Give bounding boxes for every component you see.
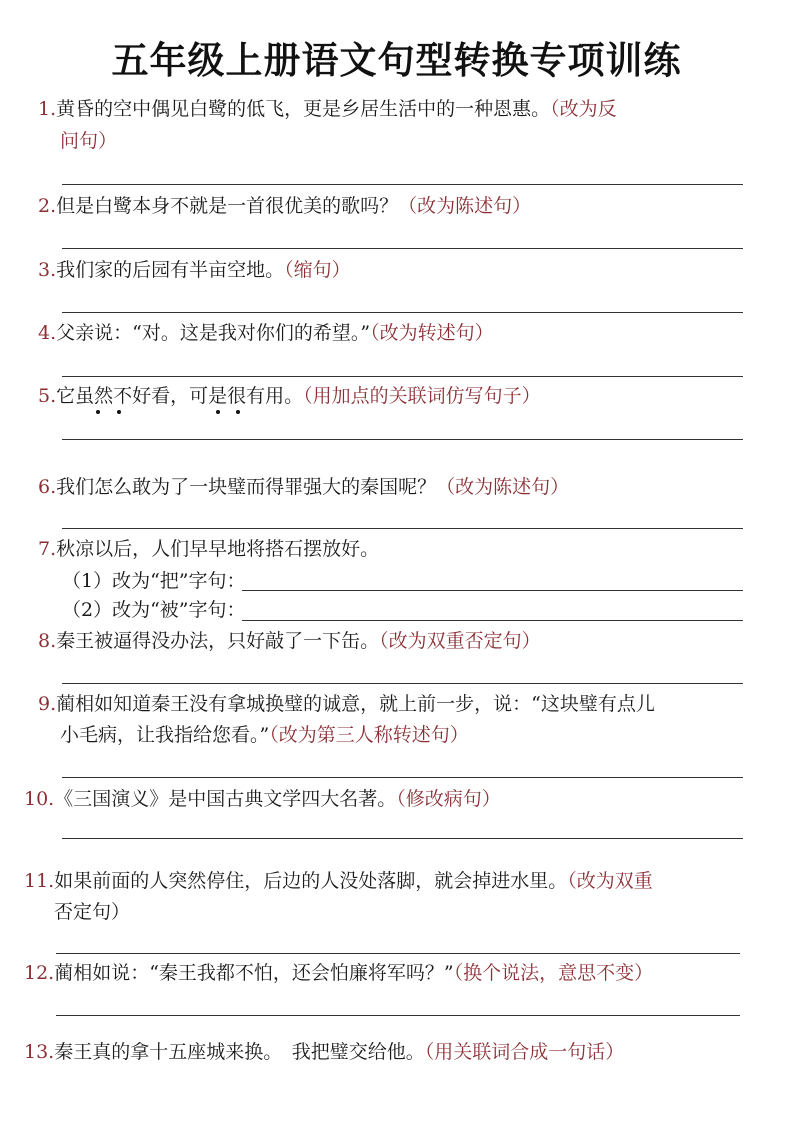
question-text: 但是白鹭本身不就是一首很优美的歌吗？ (56, 195, 399, 217)
sub-question-2: （2）改为“被”字句： (62, 599, 246, 621)
question-text: 蔺相如说：“秦王我都不怕，还会怕廉将军吗？” (54, 962, 454, 984)
answer-line-7a[interactable] (242, 590, 743, 591)
question-number: 1. (38, 98, 57, 120)
question-text: 父亲说：“对。这是我对你们的希望。” (56, 322, 371, 344)
question-text: 我们家的后园有半亩空地。 (56, 259, 285, 281)
instruction: （修改病句） (396, 788, 501, 810)
instruction: （用加点的关联词仿写句子） (303, 385, 541, 407)
emphasis-dot (117, 410, 121, 414)
instruction: （用关联词合成一句话） (424, 1041, 625, 1063)
question-6 (38, 472, 758, 502)
answer-line-2[interactable] (62, 248, 743, 249)
question-11 (24, 866, 784, 896)
instruction: （改为双重否定句） (379, 630, 541, 652)
instruction: （换个说法，意思不变） (453, 962, 654, 984)
question-text: 秋凉以后，人们早早地将搭石摆放好。 (56, 538, 380, 560)
question-number: 12. (24, 962, 55, 984)
emphasis-dot (236, 410, 240, 414)
answer-line-3[interactable] (62, 312, 743, 313)
question-9 (38, 689, 778, 719)
instruction: （改为转述句） (370, 322, 494, 344)
page-title: 五年级上册语文句型转换专项训练 (111, 39, 682, 82)
instruction: （改为陈述句） (398, 195, 532, 217)
answer-line-9[interactable] (62, 777, 743, 778)
answer-line-6[interactable] (62, 528, 743, 529)
question-number: 5. (38, 385, 57, 407)
question-9-continued (60, 720, 760, 750)
question-3 (38, 255, 758, 285)
answer-line-11[interactable] (56, 953, 740, 954)
question-8 (38, 626, 758, 656)
answer-line-8[interactable] (62, 683, 743, 684)
question-13 (24, 1037, 784, 1067)
emphasis-dot (96, 410, 100, 414)
question-number: 7. (38, 538, 57, 560)
answer-line-7b[interactable] (242, 620, 743, 621)
question-text: 如果前面的人突然停住，后边的人没处落脚，就会掉进水里。 (54, 870, 568, 892)
sub-question-1: （1）改为“把”字句： (62, 570, 246, 592)
instruction: （改为陈述句） (436, 476, 570, 498)
question-number: 4. (38, 322, 57, 344)
question-10 (24, 784, 758, 814)
instruction: （改为反 (550, 98, 617, 120)
answer-line-12[interactable] (56, 1015, 740, 1016)
answer-line-4[interactable] (62, 376, 743, 377)
question-number: 11. (24, 870, 55, 892)
instruction: （缩句） (284, 259, 351, 281)
question-text: 黄昏的空中偶见白鹭的低飞，更是乡居生活中的一种恩惠。 (56, 98, 551, 120)
instruction-continued: 问句） (60, 130, 118, 152)
question-number: 2. (38, 195, 57, 217)
question-number: 13. (24, 1041, 55, 1063)
question-text: 蔺相如知道秦王没有拿城换璧的诚意，就上前一步，说：“这块璧有点儿 (56, 693, 655, 715)
question-number: 8. (38, 630, 57, 652)
instruction: （改为第三人称转述句） (269, 724, 469, 746)
question-number: 10. (24, 788, 55, 810)
emphasis-dot (216, 410, 220, 414)
question-number: 3. (38, 259, 57, 281)
question-1 (38, 94, 758, 124)
answer-line-10[interactable] (62, 838, 743, 839)
question-number: 9. (38, 693, 57, 715)
question-2 (38, 191, 758, 221)
question-text: 秦王被逼得没办法，只好敲了一下缶。 (56, 630, 380, 652)
instruction: （改为双重 (567, 870, 653, 892)
question-text: 它虽然不好看，可是很有用。 (56, 385, 304, 407)
question-text: 《三国演义》是中国古典文学四大名著。 (54, 788, 397, 810)
question-5 (38, 381, 758, 411)
answer-line-5[interactable] (62, 439, 743, 440)
question-12 (24, 958, 784, 988)
question-11-continued: 否定句） (54, 901, 131, 923)
question-text: 小毛病，让我指给您看。” (60, 724, 270, 746)
question-text: 我们怎么敢为了一块璧而得罪强大的秦国呢？ (56, 476, 437, 498)
question-number: 6. (38, 476, 57, 498)
answer-line-1[interactable] (62, 184, 743, 185)
question-7 (38, 534, 758, 564)
question-text: 秦王真的拿十五座城来换。 我把璧交给他。 (54, 1041, 425, 1063)
question-4 (38, 318, 758, 348)
